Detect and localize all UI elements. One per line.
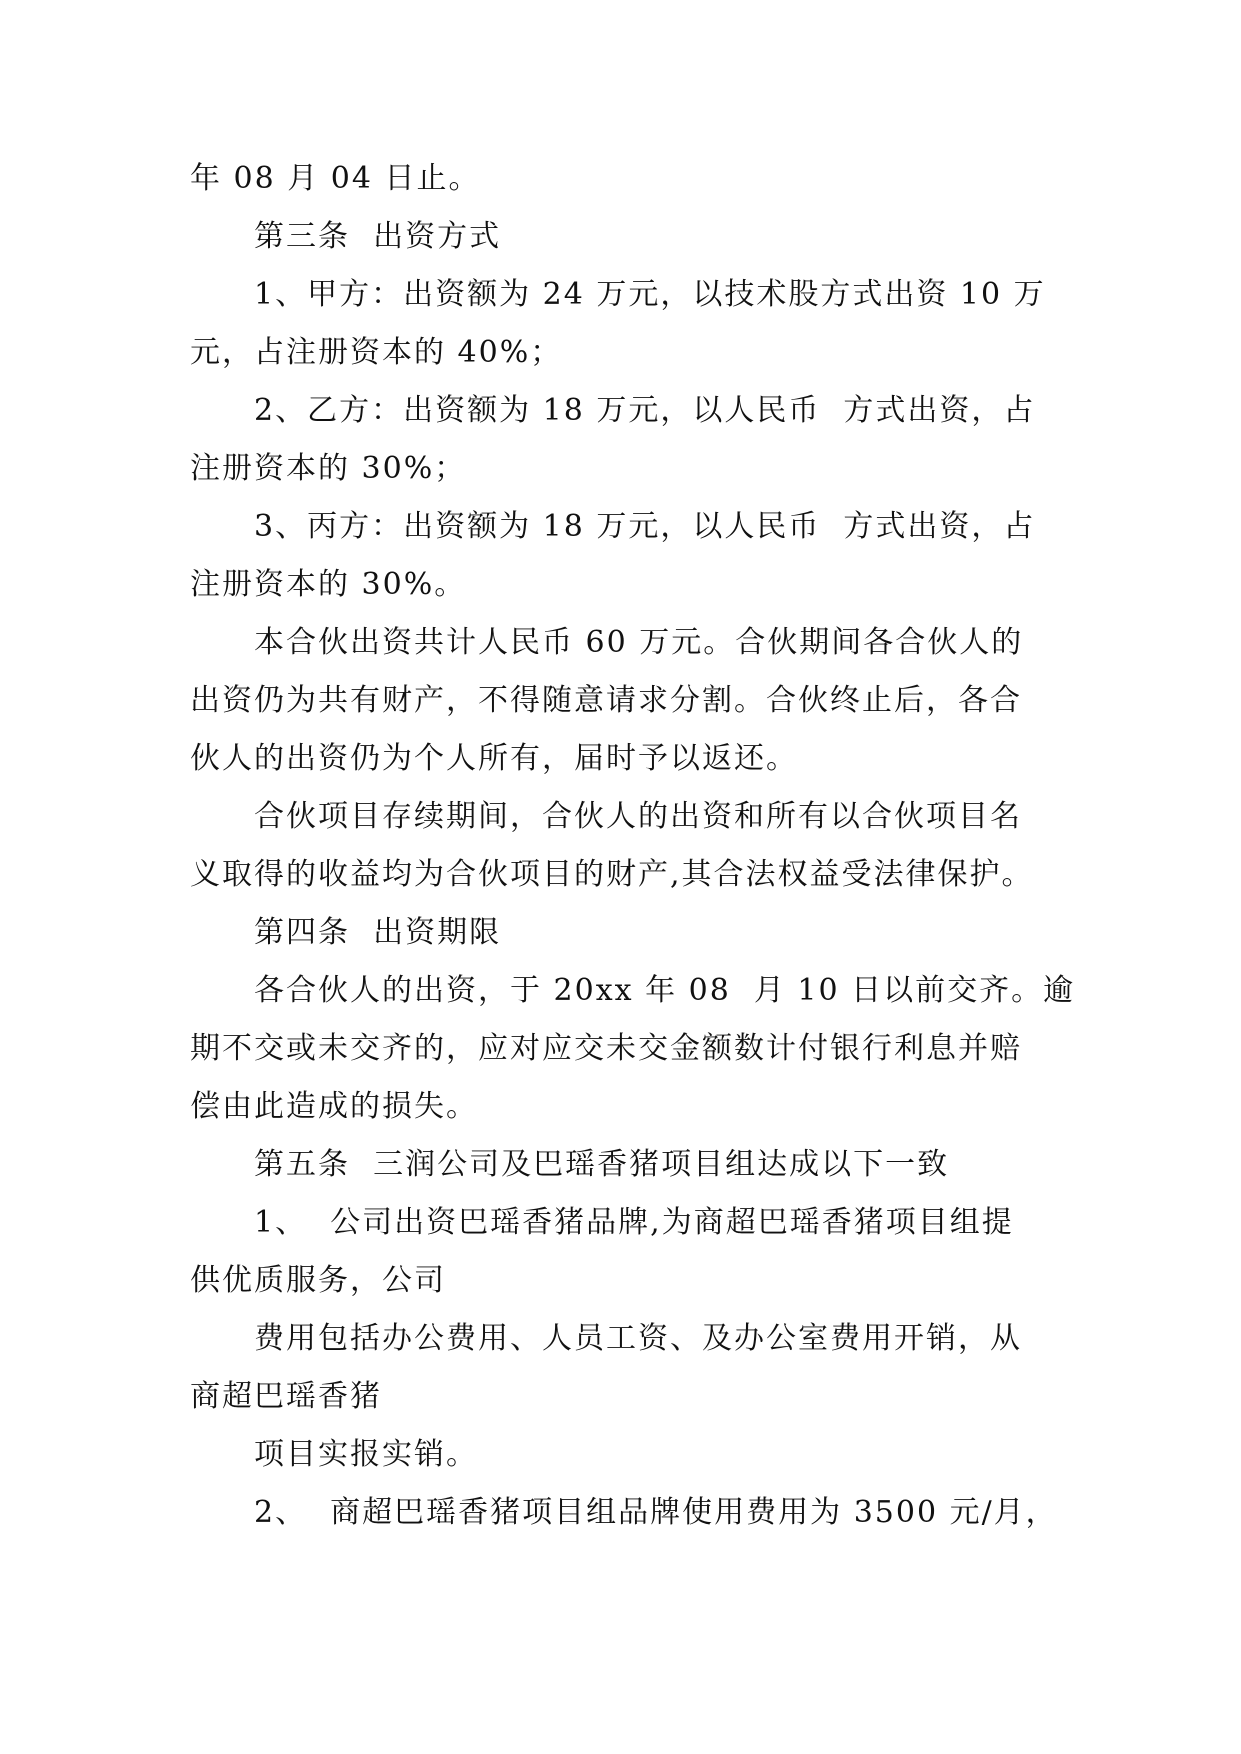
text-line: 第五条 三润公司及巴瑶香猪项目组达成以下一致: [254, 1147, 950, 1182]
document-body: [190, 150, 1076, 1542]
text-line: 第四条 出资期限: [254, 915, 502, 950]
text-line: 项目实报实销。: [254, 1437, 478, 1472]
text-line: 伙人的出资仍为个人所有，届时予以返还。: [190, 741, 798, 776]
text-line: 期不交或未交齐的，应对应交未交金额数计付银行利息并赔: [190, 1031, 1022, 1066]
text-line: 出资仍为共有财产，不得随意请求分割。合伙终止后，各合: [190, 683, 1022, 718]
text-line: 商超巴瑶香猪: [190, 1379, 382, 1414]
text-line: 1、甲方：出资额为 24 万元，以技术股方式出资 10 万: [254, 277, 1046, 312]
text-line: 2、 商超巴瑶香猪项目组品牌使用费用为 3500 元/月，: [254, 1495, 1058, 1530]
text-line: 3、丙方：出资额为 18 万元，以人民币 方式出资，占: [254, 509, 1036, 544]
text-line: 元，占注册资本的 40%；: [190, 335, 563, 370]
text-line: 供优质服务，公司: [190, 1263, 446, 1298]
text-line: 第三条 出资方式: [254, 219, 502, 254]
text-line: 合伙项目存续期间，合伙人的出资和所有以合伙项目名: [254, 799, 1022, 834]
text-line: 偿由此造成的损失。: [190, 1089, 478, 1124]
text-line: 本合伙出资共计人民币 60 万元。合伙期间各合伙人的: [254, 625, 1024, 660]
text-line: 年 08 月 04 日止。: [190, 161, 481, 196]
text-line: 注册资本的 30%。: [190, 567, 467, 602]
text-line: 费用包括办公费用、人员工资、及办公室费用开销，从: [254, 1321, 1022, 1356]
text-line: 义取得的收益均为合伙项目的财产,其合法权益受法律保护。: [190, 857, 1034, 892]
text-line: 各合伙人的出资，于 20xx 年 08 月 10 日以前交齐。逾: [254, 973, 1076, 1008]
text-line: 1、 公司出资巴瑶香猪品牌,为商超巴瑶香猪项目组提: [254, 1205, 1014, 1240]
text-line: 注册资本的 30%；: [190, 451, 467, 486]
text-line: 2、乙方：出资额为 18 万元，以人民币 方式出资，占: [254, 393, 1036, 428]
